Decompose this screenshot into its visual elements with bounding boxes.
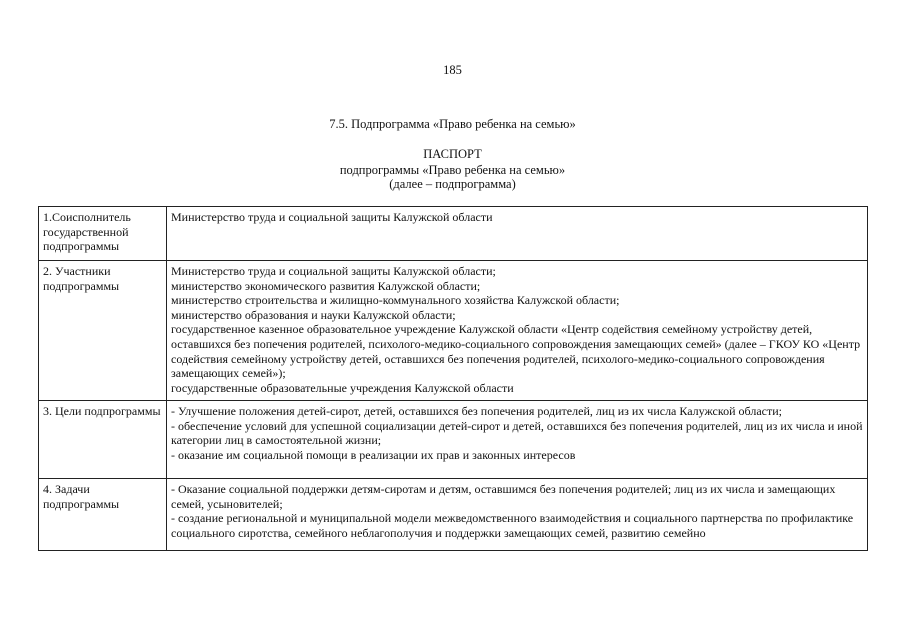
content-line: Министерство труда и социальной защиты Калужской области;	[171, 264, 496, 278]
row-content	[167, 479, 868, 551]
content-line: Министерство труда и социальной защиты Калужской области	[171, 210, 493, 224]
row-content	[167, 401, 868, 479]
table-row	[39, 479, 868, 551]
passport-note: (далее – подпрограмма)	[389, 177, 516, 191]
passport-table	[38, 206, 868, 551]
content-line: министерство образования и науки Калужской области;	[171, 307, 456, 322]
content-line: - Улучшение положения детей-сирот, детей, оставшихся без попечения родителей, лиц из их числа Калужской области;	[171, 404, 782, 418]
row-label: 3. Цели подпрограммы	[39, 401, 167, 479]
content-line: государственное казенное образовательное учреждение Калужской области «Центр содействия семейному устройству детей, оставшихся без попечения родителей, психолого-медико-социального сопровождения замещающих семей» (далее – ГКОУ КО «Центр содействия семейному устройству детей, оставшихся без попечения родителей, психолого-медико-социального сопровождения замещающих семей»);	[171, 322, 861, 381]
row-content	[167, 207, 868, 261]
row-label: 4. Задачи подпрограммы	[39, 479, 167, 551]
content-line: - создание региональной и муниципальной модели межведомственного взаимодействия и социального партнерства по профилактике социального сиротства, семейного неблагополучия и поддержки замещающих семей, развитию семейно	[171, 511, 854, 540]
table-row	[39, 401, 868, 479]
section-title: 7.5. Подпрограмма «Право ребенка на семью»	[329, 117, 576, 131]
content-line: министерство строительства и жилищно-коммунального хозяйства Калужской области;	[171, 293, 620, 308]
passport-header	[0, 147, 905, 192]
content-line: - Оказание социальной поддержки детям-сиротам и детям, оставшимся без попечения родителей; лиц из их числа и замещающих семей, усыновителей;	[171, 482, 836, 511]
row-label: 2. Участники подпрограммы	[39, 261, 167, 401]
content-line: - обеспечение условий для успешной социализации детей-сирот и детей, оставшихся без попечения родителей, лиц из их числа и иной категории лиц в самостоятельной жизни;	[171, 418, 863, 448]
passport-heading: ПАСПОРТ	[423, 147, 482, 161]
content-line: министерство экономического развития Калужской области;	[171, 278, 481, 293]
content-line: государственные образовательные учреждения Калужской области	[171, 380, 514, 395]
table-row	[39, 261, 868, 401]
passport-subheading: подпрограммы «Право ребенка на семью»	[339, 162, 566, 177]
content-line: - оказание им социальной помощи в реализации их прав и законных интересов	[171, 447, 576, 462]
row-content	[167, 261, 868, 401]
row-label: 1.Соисполнитель государственной подпрограммы	[39, 207, 167, 261]
table-row	[39, 207, 868, 261]
page-number: 185	[443, 63, 462, 77]
